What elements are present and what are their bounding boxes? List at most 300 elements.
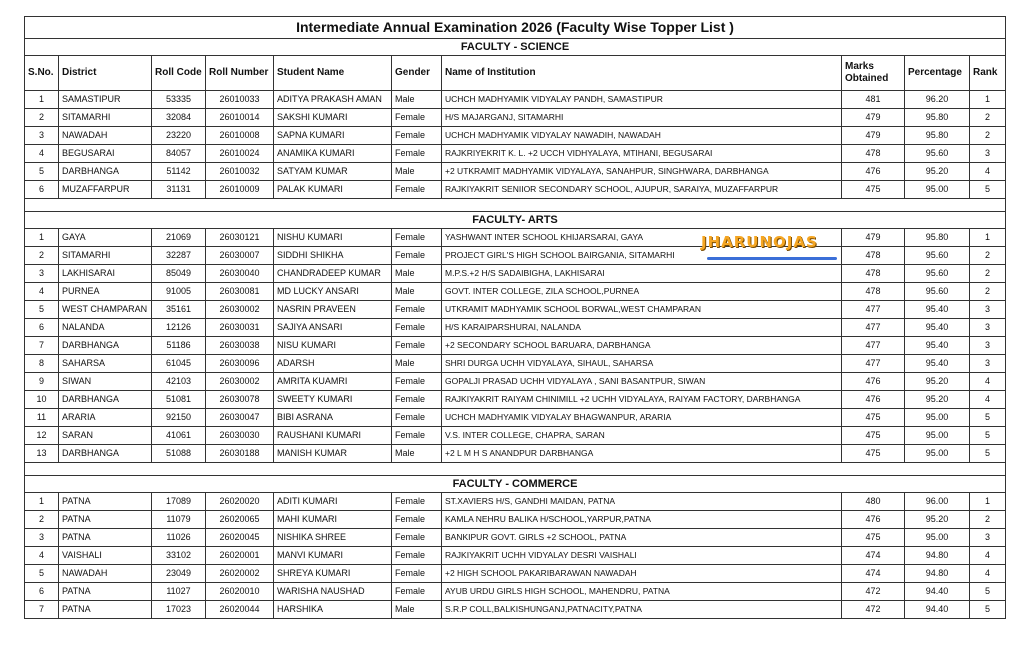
cell-institution: +2 L M H S ANANDPUR DARBHANGA (442, 445, 842, 463)
cell-marks: 475 (842, 445, 905, 463)
cell-percentage: 95.00 (905, 181, 970, 199)
cell-sno: 5 (25, 301, 59, 319)
cell-percentage: 95.60 (905, 283, 970, 301)
cell-district: DARBHANGA (59, 391, 152, 409)
column-header-percentage: Percentage (905, 56, 970, 91)
cell-marks: 477 (842, 319, 905, 337)
column-header-roll-number: Roll Number (206, 56, 274, 91)
cell-student-name: NISU KUMARI (274, 337, 392, 355)
cell-student-name: ADARSH (274, 355, 392, 373)
cell-institution: RAJKIYAKRIT UCHH VIDYALAY DESRI VAISHALI (442, 547, 842, 565)
cell-institution: UTKRAMIT MADHYAMIK SCHOOL BORWAL,WEST CHAMPARAN (442, 301, 842, 319)
topper-list-sheet (24, 16, 1005, 619)
cell-district: VAISHALI (59, 547, 152, 565)
cell-rank: 3 (970, 337, 1006, 355)
table-row (25, 145, 1006, 163)
cell-gender: Female (392, 493, 442, 511)
cell-roll-number: 26020065 (206, 511, 274, 529)
cell-marks: 477 (842, 337, 905, 355)
page-title: Intermediate Annual Examination 2026 (Faculty Wise Topper List ) (25, 17, 1006, 39)
cell-roll-code: 41061 (152, 427, 206, 445)
cell-marks: 476 (842, 391, 905, 409)
table-row (25, 565, 1006, 583)
cell-roll-code: 91005 (152, 283, 206, 301)
section-spacer (25, 463, 1006, 476)
cell-rank: 2 (970, 247, 1006, 265)
cell-roll-number: 26020044 (206, 601, 274, 619)
cell-roll-code: 92150 (152, 409, 206, 427)
cell-institution: RAJKIYAKRIT SENIIOR SECONDARY SCHOOL, AJUPUR, SARAIYA, MUZAFFARPUR (442, 181, 842, 199)
cell-marks: 476 (842, 373, 905, 391)
table-row (25, 601, 1006, 619)
cell-district: GAYA (59, 229, 152, 247)
cell-student-name: MD LUCKY ANSARI (274, 283, 392, 301)
cell-rank: 1 (970, 91, 1006, 109)
cell-rank: 5 (970, 427, 1006, 445)
column-header-rank: Rank (970, 56, 1006, 91)
cell-gender: Female (392, 427, 442, 445)
cell-district: SITAMARHI (59, 247, 152, 265)
cell-roll-code: 12126 (152, 319, 206, 337)
cell-gender: Female (392, 373, 442, 391)
cell-institution: H/S MAJARGANJ, SITAMARHI (442, 109, 842, 127)
column-header-student-name: Student Name (274, 56, 392, 91)
cell-institution: +2 HIGH SCHOOL PAKARIBARAWAN NAWADAH (442, 565, 842, 583)
cell-district: SAMASTIPUR (59, 91, 152, 109)
cell-institution: ST.XAVIERS H/S, GANDHI MAIDAN, PATNA (442, 493, 842, 511)
cell-institution: H/S KARAIPARSHURAI, NALANDA (442, 319, 842, 337)
cell-percentage: 95.40 (905, 355, 970, 373)
cell-roll-number: 26030081 (206, 283, 274, 301)
cell-sno: 12 (25, 427, 59, 445)
cell-institution: UCHCH MADHYAMIK VIDYALAY PANDH, SAMASTIPUR (442, 91, 842, 109)
cell-sno: 1 (25, 91, 59, 109)
cell-rank: 5 (970, 583, 1006, 601)
cell-student-name: SIDDHI SHIKHA (274, 247, 392, 265)
cell-roll-code: 23220 (152, 127, 206, 145)
cell-sno: 9 (25, 373, 59, 391)
cell-student-name: RAUSHANI KUMARI (274, 427, 392, 445)
cell-gender: Female (392, 409, 442, 427)
cell-rank: 2 (970, 283, 1006, 301)
table-row (25, 283, 1006, 301)
table-row (25, 319, 1006, 337)
cell-sno: 3 (25, 127, 59, 145)
table-row (25, 493, 1006, 511)
cell-roll-number: 26030047 (206, 409, 274, 427)
cell-district: PATNA (59, 529, 152, 547)
cell-roll-code: 11079 (152, 511, 206, 529)
table-row (25, 355, 1006, 373)
cell-district: PATNA (59, 493, 152, 511)
table-row (25, 301, 1006, 319)
cell-student-name: SAKSHI KUMARI (274, 109, 392, 127)
cell-percentage: 95.00 (905, 529, 970, 547)
cell-roll-number: 26030038 (206, 337, 274, 355)
table-row (25, 229, 1006, 247)
cell-roll-number: 26030121 (206, 229, 274, 247)
cell-percentage: 95.60 (905, 145, 970, 163)
cell-district: ARARIA (59, 409, 152, 427)
cell-rank: 4 (970, 565, 1006, 583)
cell-percentage: 95.00 (905, 427, 970, 445)
cell-marks: 477 (842, 355, 905, 373)
cell-marks: 472 (842, 583, 905, 601)
cell-rank: 4 (970, 373, 1006, 391)
cell-roll-number: 26030078 (206, 391, 274, 409)
table-row (25, 373, 1006, 391)
cell-sno: 4 (25, 283, 59, 301)
cell-institution: RAJKIYAKRIT RAIYAM CHINIMILL +2 UCHH VIDYALAYA, RAIYAM FACTORY, DARBHANGA (442, 391, 842, 409)
cell-roll-code: 84057 (152, 145, 206, 163)
cell-district: SITAMARHI (59, 109, 152, 127)
cell-rank: 3 (970, 319, 1006, 337)
cell-percentage: 95.80 (905, 229, 970, 247)
table-row (25, 265, 1006, 283)
cell-roll-code: 53335 (152, 91, 206, 109)
cell-student-name: NASRIN PRAVEEN (274, 301, 392, 319)
cell-student-name: MANVI KUMARI (274, 547, 392, 565)
cell-rank: 5 (970, 181, 1006, 199)
cell-sno: 7 (25, 337, 59, 355)
cell-roll-number: 26020001 (206, 547, 274, 565)
table-row (25, 109, 1006, 127)
table-row (25, 427, 1006, 445)
cell-institution: AYUB URDU GIRLS HIGH SCHOOL, MAHENDRU, PATNA (442, 583, 842, 601)
cell-roll-number: 26030002 (206, 373, 274, 391)
cell-student-name: ANAMIKA KUMARI (274, 145, 392, 163)
faculty-heading-commerce: FACULTY - COMMERCE (25, 476, 1006, 493)
cell-sno: 6 (25, 583, 59, 601)
cell-gender: Male (392, 283, 442, 301)
cell-institution: GOVT. INTER COLLEGE, ZILA SCHOOL,PURNEA (442, 283, 842, 301)
cell-marks: 476 (842, 163, 905, 181)
cell-sno: 2 (25, 511, 59, 529)
cell-rank: 5 (970, 445, 1006, 463)
cell-marks: 475 (842, 409, 905, 427)
faculty-heading-science: FACULTY - SCIENCE (25, 39, 1006, 56)
cell-district: NAWADAH (59, 565, 152, 583)
cell-district: PATNA (59, 583, 152, 601)
cell-roll-code: 51088 (152, 445, 206, 463)
cell-district: SARAN (59, 427, 152, 445)
cell-roll-code: 61045 (152, 355, 206, 373)
cell-student-name: SWEETY KUMARI (274, 391, 392, 409)
cell-student-name: BIBI ASRANA (274, 409, 392, 427)
cell-student-name: AMRITA KUAMRI (274, 373, 392, 391)
cell-institution: UCHCH MADHYAMIK VIDYALAY BHAGWANPUR, ARARIA (442, 409, 842, 427)
cell-marks: 479 (842, 229, 905, 247)
cell-gender: Female (392, 127, 442, 145)
cell-gender: Female (392, 181, 442, 199)
cell-roll-code: 17089 (152, 493, 206, 511)
cell-percentage: 94.40 (905, 583, 970, 601)
table-row (25, 181, 1006, 199)
cell-sno: 3 (25, 529, 59, 547)
cell-gender: Male (392, 91, 442, 109)
cell-student-name: MANISH KUMAR (274, 445, 392, 463)
cell-roll-code: 23049 (152, 565, 206, 583)
cell-student-name: NISHU KUMARI (274, 229, 392, 247)
cell-district: NAWADAH (59, 127, 152, 145)
cell-sno: 13 (25, 445, 59, 463)
column-header-district: District (59, 56, 152, 91)
cell-rank: 5 (970, 601, 1006, 619)
cell-roll-number: 26010014 (206, 109, 274, 127)
cell-district: PURNEA (59, 283, 152, 301)
cell-gender: Female (392, 301, 442, 319)
cell-institution: SHRI DURGA UCHH VIDYALAYA, SIHAUL, SAHARSA (442, 355, 842, 373)
cell-roll-number: 26010024 (206, 145, 274, 163)
cell-district: WEST CHAMPARAN (59, 301, 152, 319)
cell-roll-code: 33102 (152, 547, 206, 565)
table-row (25, 91, 1006, 109)
cell-district: DARBHANGA (59, 445, 152, 463)
cell-marks: 476 (842, 511, 905, 529)
cell-percentage: 96.20 (905, 91, 970, 109)
cell-district: DARBHANGA (59, 163, 152, 181)
cell-marks: 478 (842, 265, 905, 283)
cell-district: SAHARSA (59, 355, 152, 373)
column-header-gender: Gender (392, 56, 442, 91)
cell-roll-number: 26030096 (206, 355, 274, 373)
cell-institution: BANKIPUR GOVT. GIRLS +2 SCHOOL, PATNA (442, 529, 842, 547)
cell-sno: 2 (25, 247, 59, 265)
table-row (25, 247, 1006, 265)
cell-sno: 8 (25, 355, 59, 373)
cell-percentage: 95.40 (905, 301, 970, 319)
cell-percentage: 96.00 (905, 493, 970, 511)
cell-gender: Female (392, 565, 442, 583)
cell-rank: 4 (970, 391, 1006, 409)
cell-marks: 480 (842, 493, 905, 511)
cell-institution: S.R.P COLL,BALKISHUNGANJ,PATNACITY,PATNA (442, 601, 842, 619)
cell-marks: 478 (842, 283, 905, 301)
cell-student-name: SAJIYA ANSARI (274, 319, 392, 337)
table-row (25, 163, 1006, 181)
cell-sno: 11 (25, 409, 59, 427)
cell-roll-code: 11027 (152, 583, 206, 601)
cell-sno: 5 (25, 565, 59, 583)
cell-sno: 4 (25, 145, 59, 163)
cell-institution: RAJKRIYEKRIT K. L. +2 UCCH VIDHYALAYA, MTIHANI, BEGUSARAI (442, 145, 842, 163)
cell-roll-number: 26010009 (206, 181, 274, 199)
cell-district: PATNA (59, 511, 152, 529)
table-row (25, 511, 1006, 529)
cell-marks: 478 (842, 145, 905, 163)
cell-roll-code: 21069 (152, 229, 206, 247)
cell-percentage: 95.60 (905, 247, 970, 265)
cell-sno: 5 (25, 163, 59, 181)
cell-sno: 7 (25, 601, 59, 619)
cell-sno: 4 (25, 547, 59, 565)
cell-marks: 474 (842, 565, 905, 583)
cell-institution: V.S. INTER COLLEGE, CHAPRA, SARAN (442, 427, 842, 445)
cell-marks: 477 (842, 301, 905, 319)
watermark-underline (707, 257, 837, 260)
column-header-marks: Marks Obtained (842, 56, 905, 91)
cell-institution: +2 SECONDARY SCHOOL BARUARA, DARBHANGA (442, 337, 842, 355)
cell-roll-number: 26030031 (206, 319, 274, 337)
cell-marks: 475 (842, 529, 905, 547)
cell-rank: 4 (970, 547, 1006, 565)
cell-student-name: MAHI KUMARI (274, 511, 392, 529)
cell-roll-code: 32287 (152, 247, 206, 265)
cell-rank: 1 (970, 493, 1006, 511)
cell-sno: 2 (25, 109, 59, 127)
cell-district: NALANDA (59, 319, 152, 337)
cell-district: PATNA (59, 601, 152, 619)
cell-institution: PROJECT GIRL'S HIGH SCHOOL BAIRGANIA, SITAMARHI (442, 247, 842, 265)
cell-rank: 2 (970, 127, 1006, 145)
cell-institution: YASHWANT INTER SCHOOL KHIJARSARAI, GAYA (442, 229, 842, 247)
cell-roll-number: 26030007 (206, 247, 274, 265)
cell-gender: Female (392, 583, 442, 601)
cell-student-name: NISHIKA SHREE (274, 529, 392, 547)
table-row (25, 529, 1006, 547)
cell-roll-number: 26030188 (206, 445, 274, 463)
cell-marks: 472 (842, 601, 905, 619)
cell-gender: Female (392, 109, 442, 127)
table-row (25, 337, 1006, 355)
cell-percentage: 95.00 (905, 445, 970, 463)
cell-roll-number: 26020002 (206, 565, 274, 583)
cell-gender: Male (392, 163, 442, 181)
column-header-sno: S.No. (25, 56, 59, 91)
cell-student-name: WARISHA NAUSHAD (274, 583, 392, 601)
cell-marks: 475 (842, 427, 905, 445)
cell-roll-number: 26030002 (206, 301, 274, 319)
cell-district: DARBHANGA (59, 337, 152, 355)
section-spacer (25, 199, 1006, 212)
cell-roll-number: 26030040 (206, 265, 274, 283)
cell-marks: 475 (842, 181, 905, 199)
cell-gender: Female (392, 247, 442, 265)
cell-gender: Female (392, 229, 442, 247)
cell-sno: 6 (25, 319, 59, 337)
cell-percentage: 95.60 (905, 265, 970, 283)
cell-percentage: 95.40 (905, 319, 970, 337)
cell-institution: +2 UTKRAMIT MADHYAMIK VIDYALAYA, SANAHPUR, SINGHWARA, DARBHANGA (442, 163, 842, 181)
cell-student-name: SAPNA KUMARI (274, 127, 392, 145)
topper-table (24, 16, 1006, 619)
cell-gender: Female (392, 547, 442, 565)
cell-rank: 1 (970, 229, 1006, 247)
cell-roll-code: 31131 (152, 181, 206, 199)
cell-district: BEGUSARAI (59, 145, 152, 163)
cell-roll-number: 26010008 (206, 127, 274, 145)
cell-gender: Female (392, 337, 442, 355)
cell-roll-code: 51081 (152, 391, 206, 409)
cell-district: SIWAN (59, 373, 152, 391)
cell-marks: 479 (842, 109, 905, 127)
cell-rank: 3 (970, 529, 1006, 547)
cell-rank: 4 (970, 163, 1006, 181)
cell-marks: 479 (842, 127, 905, 145)
cell-rank: 3 (970, 145, 1006, 163)
cell-percentage: 95.20 (905, 511, 970, 529)
cell-percentage: 95.80 (905, 127, 970, 145)
cell-gender: Male (392, 355, 442, 373)
table-row (25, 391, 1006, 409)
cell-roll-number: 26030030 (206, 427, 274, 445)
cell-roll-code: 42103 (152, 373, 206, 391)
cell-district: LAKHISARAI (59, 265, 152, 283)
cell-percentage: 94.40 (905, 601, 970, 619)
cell-marks: 478 (842, 247, 905, 265)
cell-percentage: 95.20 (905, 373, 970, 391)
cell-student-name: PALAK KUMARI (274, 181, 392, 199)
cell-student-name: SATYAM KUMAR (274, 163, 392, 181)
cell-institution: KAMLA NEHRU BALIKA H/SCHOOL,YARPUR,PATNA (442, 511, 842, 529)
cell-rank: 3 (970, 355, 1006, 373)
cell-roll-code: 35161 (152, 301, 206, 319)
cell-percentage: 95.40 (905, 337, 970, 355)
cell-rank: 2 (970, 265, 1006, 283)
cell-gender: Female (392, 319, 442, 337)
cell-institution: M.P.S.+2 H/S SADAIBIGHA, LAKHISARAI (442, 265, 842, 283)
cell-roll-code: 85049 (152, 265, 206, 283)
table-row (25, 445, 1006, 463)
cell-percentage: 95.00 (905, 409, 970, 427)
cell-rank: 5 (970, 409, 1006, 427)
cell-roll-code: 17023 (152, 601, 206, 619)
faculty-heading-arts: FACULTY- ARTS (25, 212, 1006, 229)
cell-rank: 2 (970, 511, 1006, 529)
cell-roll-number: 26020045 (206, 529, 274, 547)
cell-gender: Male (392, 445, 442, 463)
cell-district: MUZAFFARPUR (59, 181, 152, 199)
cell-student-name: ADITI KUMARI (274, 493, 392, 511)
cell-percentage: 95.80 (905, 109, 970, 127)
cell-percentage: 95.20 (905, 391, 970, 409)
table-row (25, 547, 1006, 565)
cell-roll-code: 11026 (152, 529, 206, 547)
cell-percentage: 94.80 (905, 565, 970, 583)
cell-student-name: CHANDRADEEP KUMAR (274, 265, 392, 283)
cell-sno: 3 (25, 265, 59, 283)
cell-gender: Male (392, 265, 442, 283)
cell-marks: 481 (842, 91, 905, 109)
cell-gender: Female (392, 391, 442, 409)
cell-institution: UCHCH MADHYAMIK VIDYALAY NAWADIH, NAWADAH (442, 127, 842, 145)
cell-rank: 2 (970, 109, 1006, 127)
cell-student-name: ADITYA PRAKASH AMAN (274, 91, 392, 109)
cell-marks: 474 (842, 547, 905, 565)
cell-sno: 1 (25, 229, 59, 247)
cell-student-name: HARSHIKA (274, 601, 392, 619)
cell-roll-number: 26010033 (206, 91, 274, 109)
cell-gender: Female (392, 511, 442, 529)
cell-student-name: SHREYA KUMARI (274, 565, 392, 583)
cell-percentage: 94.80 (905, 547, 970, 565)
cell-rank: 3 (970, 301, 1006, 319)
table-row (25, 583, 1006, 601)
watermark-logo: JHARUNOJAS (701, 233, 818, 251)
cell-roll-number: 26020010 (206, 583, 274, 601)
cell-sno: 10 (25, 391, 59, 409)
cell-percentage: 95.20 (905, 163, 970, 181)
column-header-institution: Name of Institution (442, 56, 842, 91)
cell-sno: 1 (25, 493, 59, 511)
table-row (25, 409, 1006, 427)
cell-roll-code: 51142 (152, 163, 206, 181)
cell-roll-code: 32084 (152, 109, 206, 127)
cell-gender: Male (392, 601, 442, 619)
cell-roll-number: 26020020 (206, 493, 274, 511)
cell-roll-number: 26010032 (206, 163, 274, 181)
table-row (25, 127, 1006, 145)
